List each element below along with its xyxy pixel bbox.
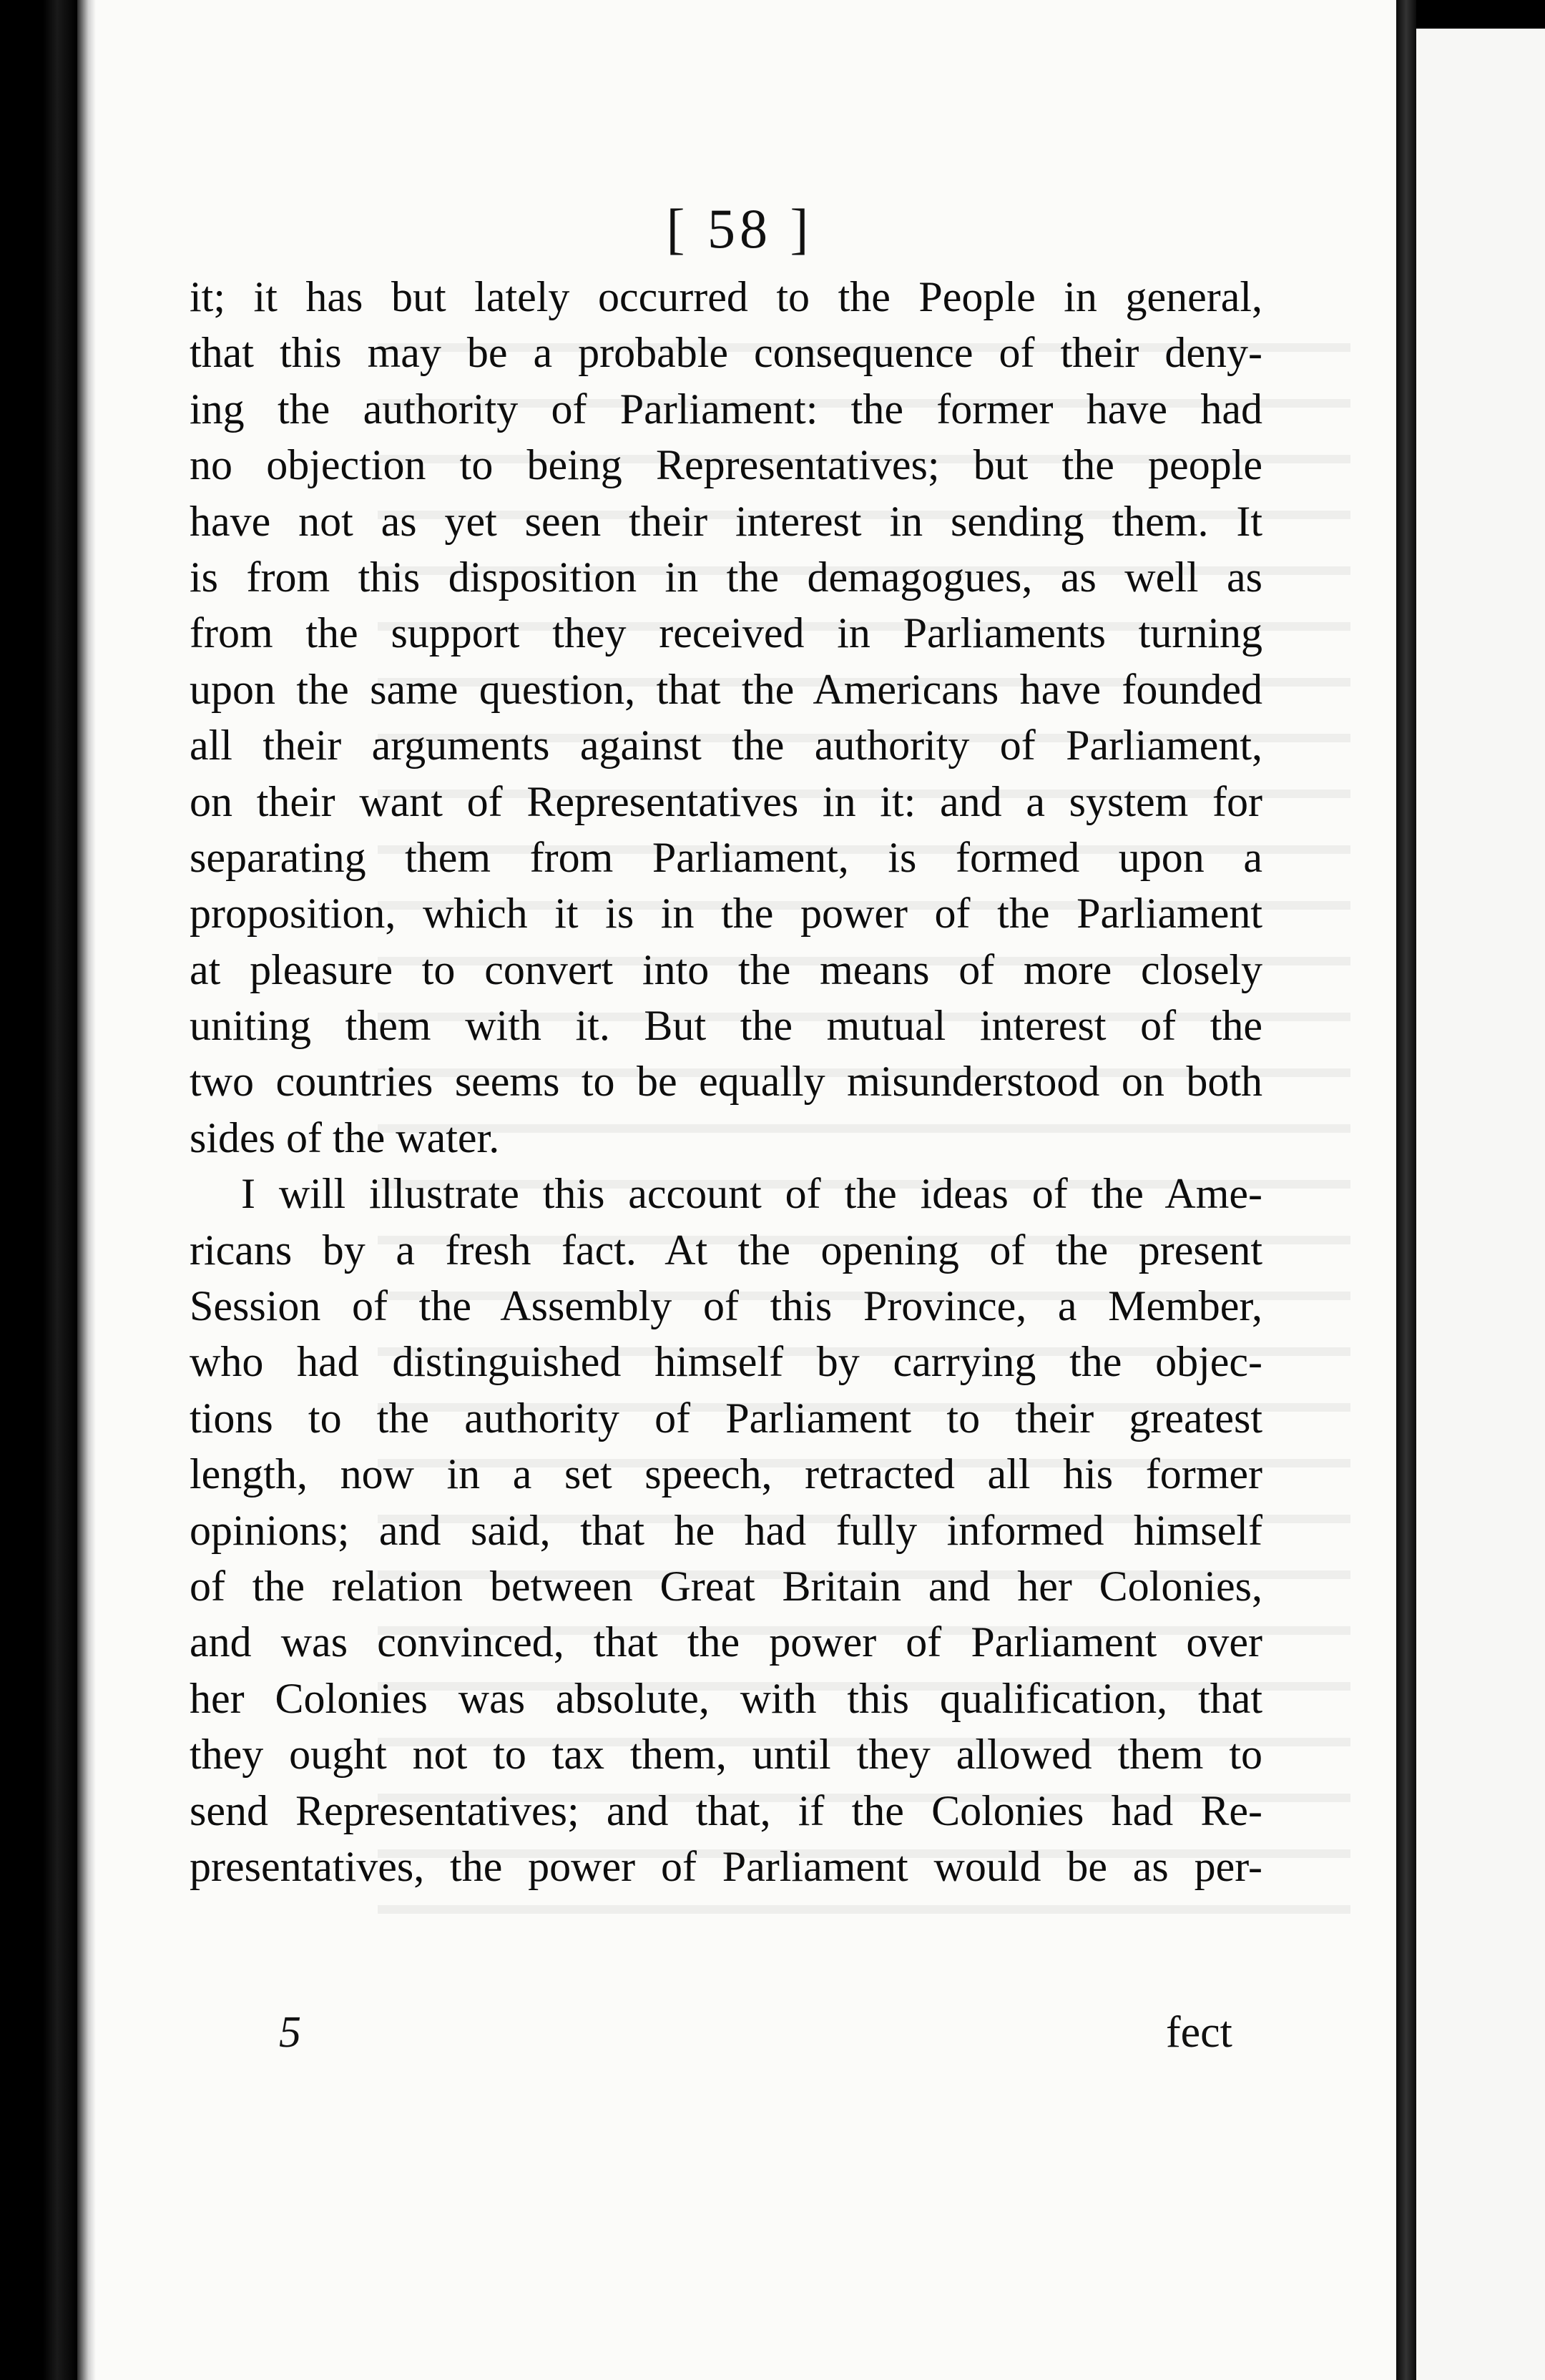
page-number: [ 58 ] <box>666 197 813 260</box>
text-line: at pleasure to convert into the means of more closely <box>190 945 1262 993</box>
text-line: that this may be a probable consequence of their deny- <box>190 329 1262 377</box>
text-line: from the support they received in Parliaments turning <box>190 609 1262 657</box>
catchword: fect <box>1166 2008 1232 2057</box>
text-line: opinions; and said, that he had fully informed himself <box>190 1506 1262 1554</box>
text-line: have not as yet seen their interest in sending them. It <box>190 497 1262 545</box>
text-line: no objection to being Representatives; but the people <box>190 441 1262 489</box>
text-line: ricans by a fresh fact. At the opening of the present <box>190 1226 1262 1274</box>
text-line: ing the authority of Parliament: the former have had <box>190 385 1262 433</box>
facing-page-edge <box>1416 29 1545 2380</box>
text-line: two countries seems to be equally misunderstood on both <box>190 1058 1262 1106</box>
paragraph-end-line: sides of the water. <box>190 1113 500 1161</box>
text-line: her Colonies was absolute, with this qualification, that <box>190 1674 1262 1722</box>
page-body <box>190 269 1262 1894</box>
text-line: they ought not to tax them, until they allowed them to <box>190 1731 1262 1779</box>
text-line: separating them from Parliament, is formed upon a <box>190 833 1262 881</box>
text-line: presentatives, the power of Parliament would be as per- <box>190 1842 1262 1890</box>
paragraph-first-line: I will illustrate this account of the ideas of the Ame- <box>241 1170 1262 1218</box>
text-line: send Representatives; and that, if the Colonies had Re- <box>190 1786 1262 1834</box>
text-line: is from this disposition in the demagogues, as well as <box>190 553 1262 601</box>
text-line: tions to the authority of Parliament to their greatest <box>190 1394 1262 1442</box>
text-line: of the relation between Great Britain and her Colonies, <box>190 1562 1262 1610</box>
text-line: upon the same question, that the Americans have founded <box>190 665 1262 713</box>
text-line: Session of the Assembly of this Province, a Member, <box>190 1282 1262 1330</box>
signature-mark: 5 <box>279 2008 301 2057</box>
text-line: uniting them with it. But the mutual interest of the <box>190 1002 1262 1050</box>
text-line: who had distinguished himself by carrying the objec- <box>190 1338 1262 1386</box>
book-binding-edge <box>0 0 77 2380</box>
text-line: on their want of Representatives in it: and a system for <box>190 777 1262 825</box>
text-line: length, now in a set speech, retracted all his former <box>190 1450 1262 1498</box>
text-line: and was convinced, that the power of Parliament over <box>190 1618 1262 1666</box>
text-line: all their arguments against the authority of Parliament, <box>190 722 1262 769</box>
text-line: proposition, which it is in the power of the Parliament <box>190 890 1262 938</box>
book-gutter <box>1396 0 1416 2380</box>
text-line: it; it has but lately occurred to the People in general, <box>190 273 1262 320</box>
